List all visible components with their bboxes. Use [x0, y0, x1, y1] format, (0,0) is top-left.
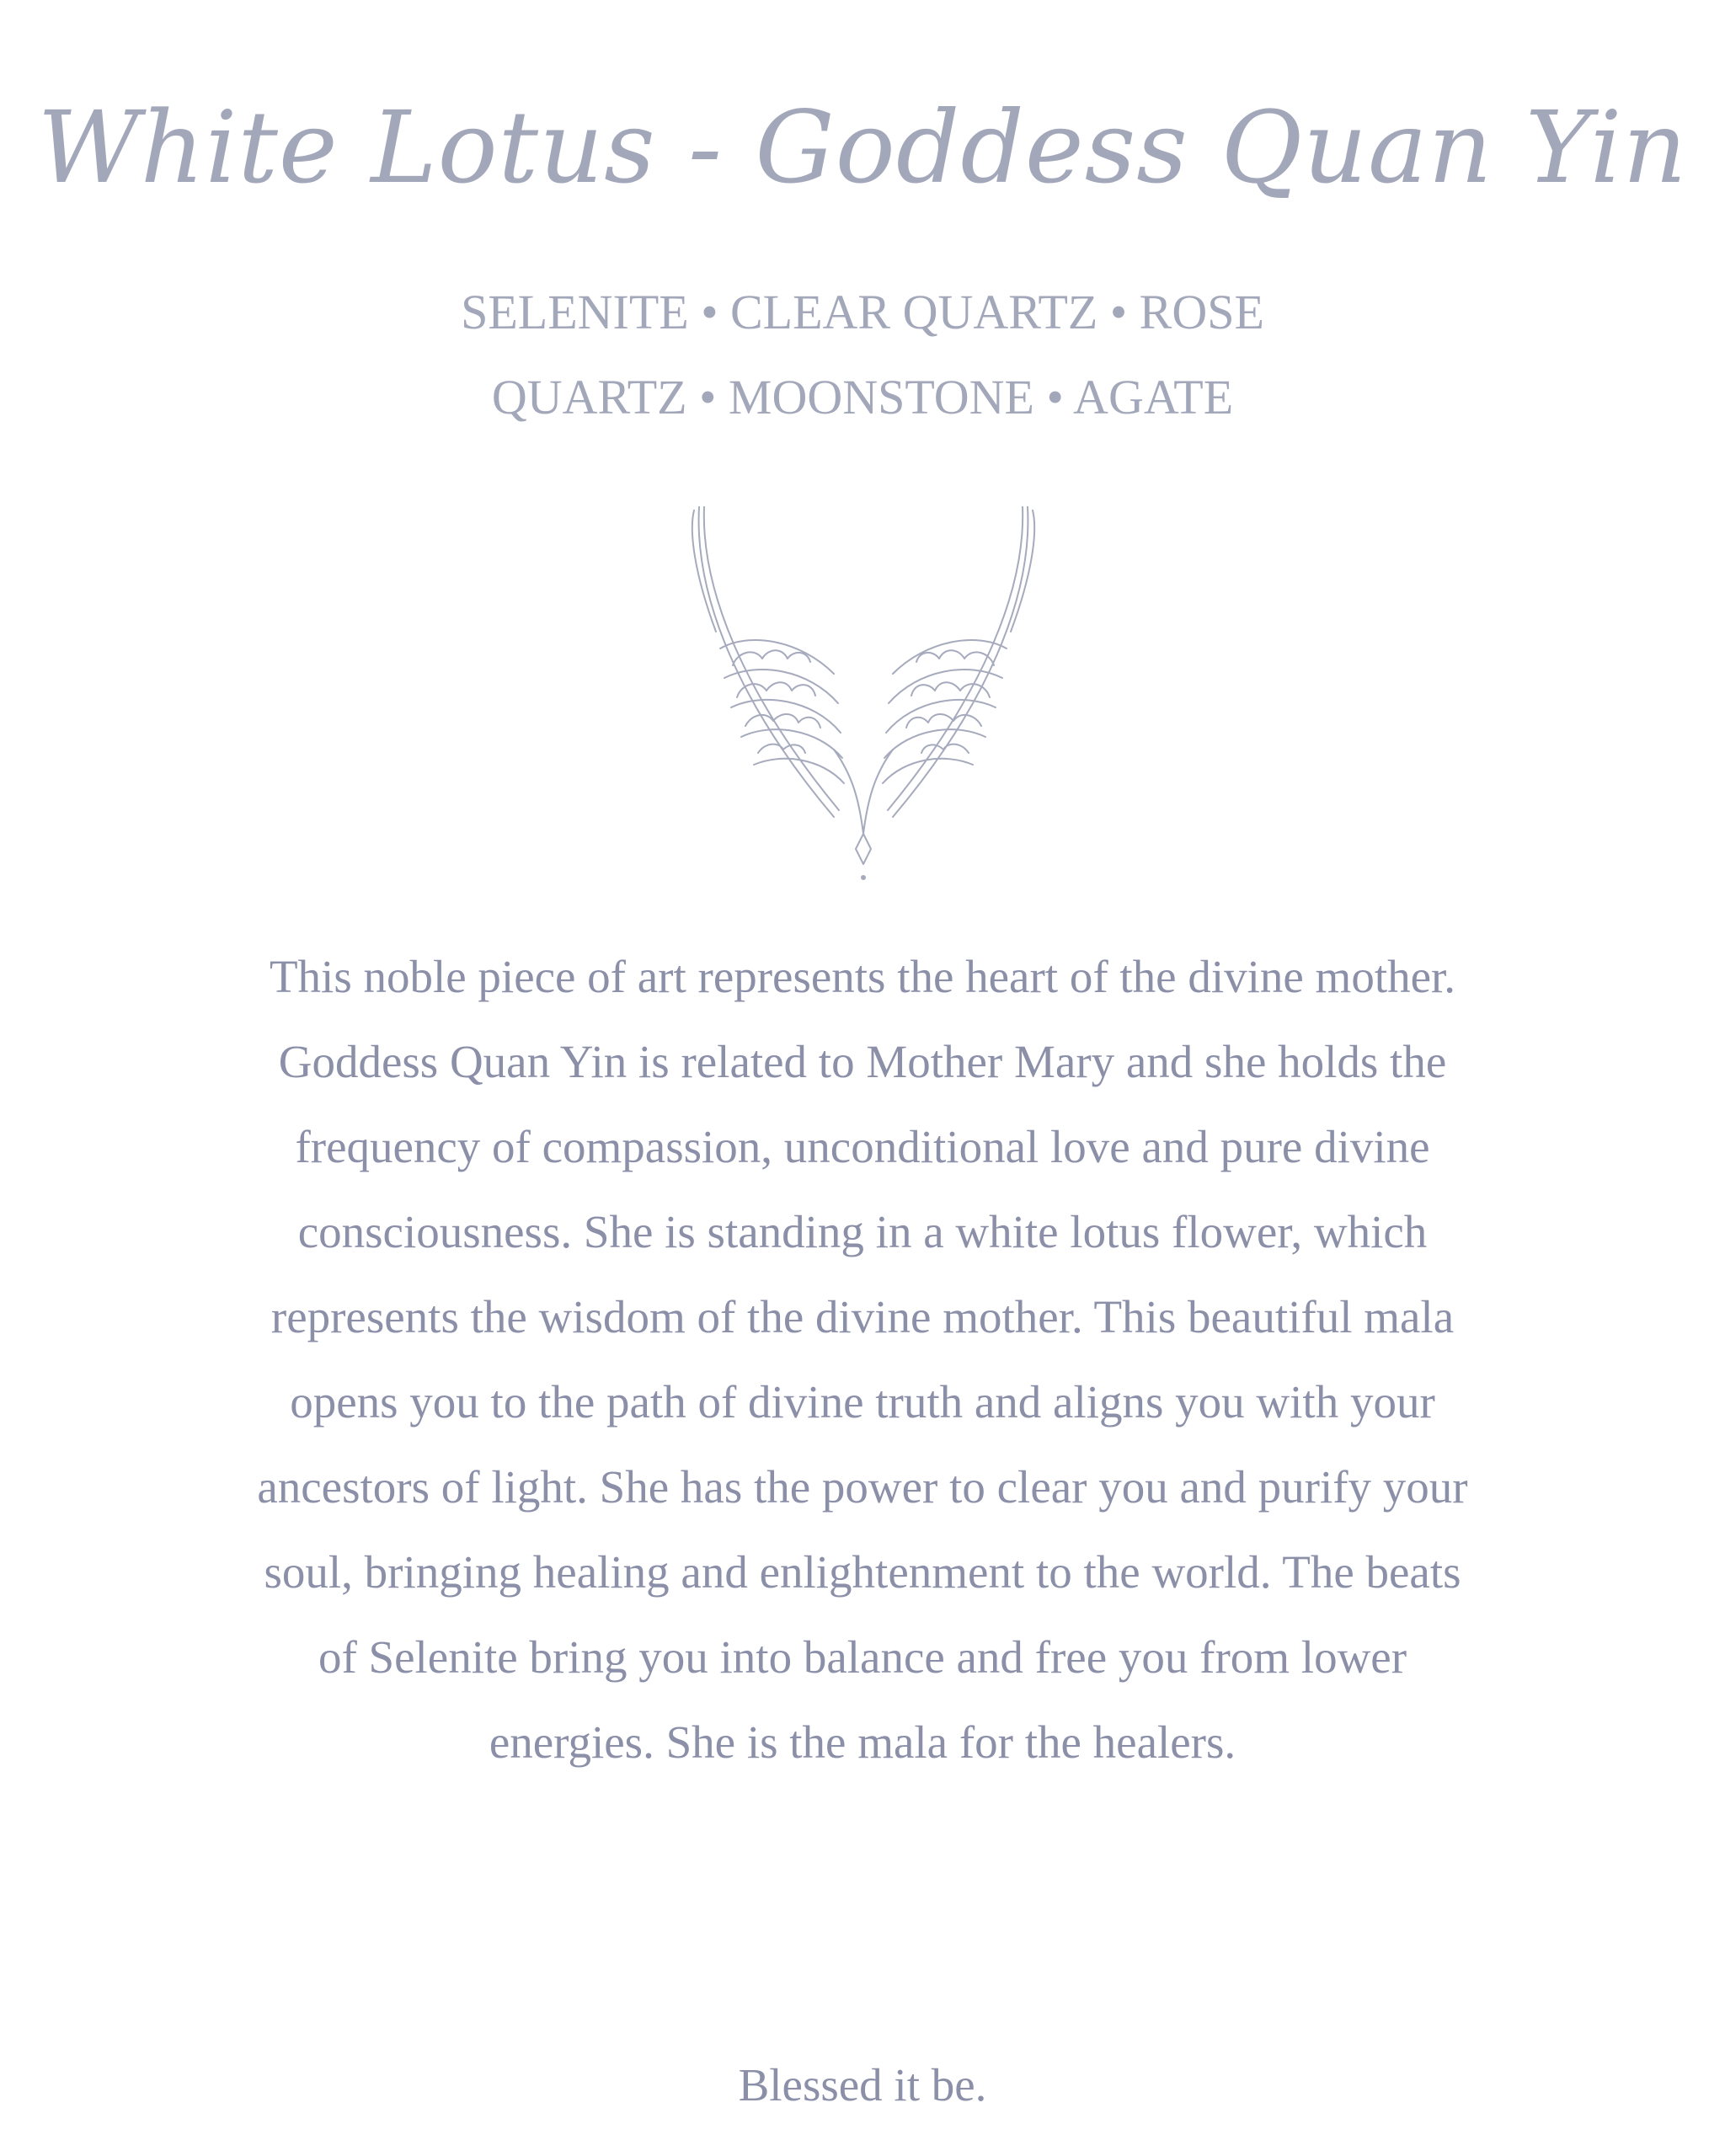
description-text: This noble piece of art represents the heart of the divine mother. Goddess Quan Yin is related to Mother Mary and she holds the frequency of compassion, unconditional love and pure divine consciousness. She is standing in a white lotus flower, which represents the wisdom of the divine mother. This beautiful mala opens you to the path of divine truth and aligns you with your ancestors of light. She has the power to clear you and purify your soul, bringing healing and enlightenment to the world. The beats of Selenite bring you into balance and free you from lower energies. She is the mala for the healers.: [257, 951, 1468, 1768]
stone-list-line: QUARTZ • MOONSTONE • AGATE: [491, 370, 1234, 424]
page-title: White Lotus - Goddess Quan Yin: [37, 89, 1688, 205]
stone-list: [315, 270, 1410, 440]
stone-list-line: SELENITE • CLEAR QUARTZ • ROSE: [461, 285, 1264, 339]
angel-wings-icon: [674, 497, 1053, 884]
blessing-text: Blessed it be.: [738, 2059, 987, 2111]
